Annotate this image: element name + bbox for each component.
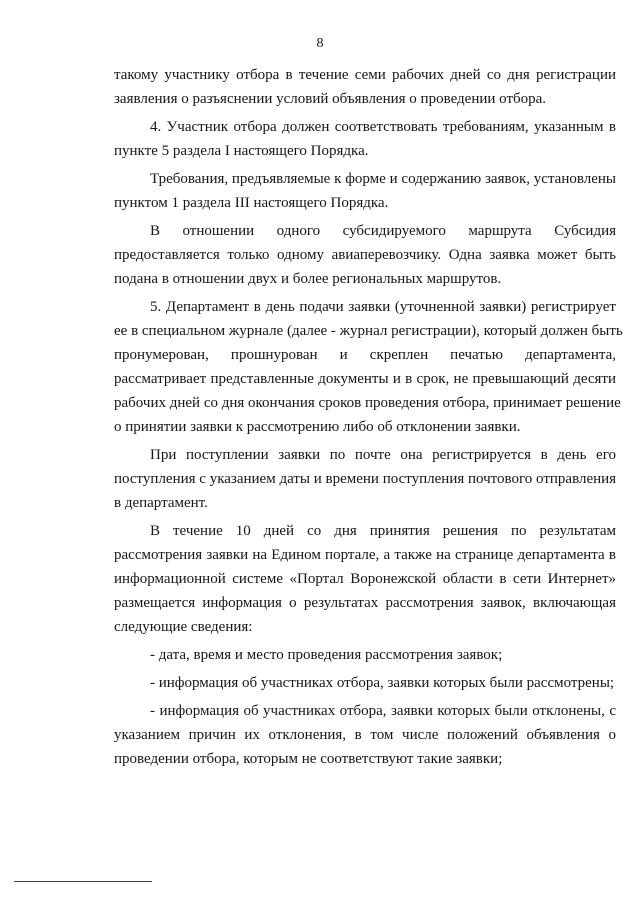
text-line: подана в отношении двух и более региональных маршрутов.: [114, 271, 502, 287]
text-line: - дата, время и место проведения рассмотрения заявок;: [150, 647, 503, 663]
text-line: проведении отбора, которым не соответствуют такие заявки;: [114, 751, 503, 767]
text-line: поступления с указанием даты и времени поступления почтового отправления: [114, 471, 617, 487]
text-line: рабочих дней со дня окончания сроков проведения отбора, принимает решение: [114, 395, 621, 411]
text-line: При поступлении заявки по почте она регистрируется в день его: [150, 447, 616, 463]
text-line: Требования, предъявляемые к форме и содержанию заявок, установлены: [150, 171, 616, 187]
text-line: размещается информация о результатах рассмотрения заявок, включающая: [114, 595, 616, 611]
page-number: 8: [316, 36, 324, 51]
text-line: информационной системе «Портал Воронежской области в сети Интернет»: [114, 571, 616, 587]
text-line: В отношении одного субсидируемого маршрута Субсидия: [150, 223, 616, 239]
text-line: пронумерован, прошнурован и скреплен печатью департамента,: [114, 347, 616, 363]
paragraph: [114, 115, 616, 163]
text-line: о принятии заявки к рассмотрению либо об отклонении заявки.: [114, 419, 521, 435]
list-item: [114, 699, 616, 771]
text-line: - информация об участниках отбора, заявки которых были отклонены, с: [150, 703, 616, 719]
text-line: следующие сведения:: [114, 619, 253, 635]
text-line: рассмотрения заявки на Едином портале, а также на странице департамента в: [114, 547, 616, 563]
text-line: в департамент.: [114, 495, 208, 511]
text-line: указанием причин их отклонения, в том числе положений объявления о: [114, 727, 616, 743]
text-line: рассматривает представленные документы и в срок, не превышающий десяти: [114, 371, 616, 387]
text-line: пунктом 1 раздела III настоящего Порядка.: [114, 195, 389, 211]
text-line: такому участнику отбора в течение семи рабочих дней со дня регистрации: [114, 67, 616, 83]
text-line: В течение 10 дней со дня принятия решения по результатам: [150, 523, 616, 539]
paragraph: [114, 519, 616, 639]
paragraph: [114, 63, 616, 111]
paragraph: [114, 219, 616, 291]
paragraph: [114, 295, 623, 439]
list-item: [114, 643, 616, 667]
text-line: заявления о разъяснении условий объявления о проведении отбора.: [114, 91, 547, 107]
text-line: - информация об участниках отбора, заявки которых были рассмотрены;: [150, 675, 615, 691]
paragraph: [114, 167, 616, 215]
paragraph: [114, 443, 616, 515]
list-item: [114, 671, 616, 695]
body-text: [114, 63, 623, 771]
text-line: пункте 5 раздела I настоящего Порядка.: [114, 143, 369, 159]
text-line: 5. Департамент в день подачи заявки (уточненной заявки) регистрирует: [150, 299, 616, 315]
text-line: предоставляется только одному авиаперевозчику. Одна заявка может быть: [114, 247, 616, 263]
text-line: ее в специальном журнале (далее - журнал регистрации), который должен быть: [114, 323, 623, 339]
footer-rule: [14, 881, 152, 882]
text-line: 4. Участник отбора должен соответствовать требованиям, указанным в: [150, 119, 616, 135]
